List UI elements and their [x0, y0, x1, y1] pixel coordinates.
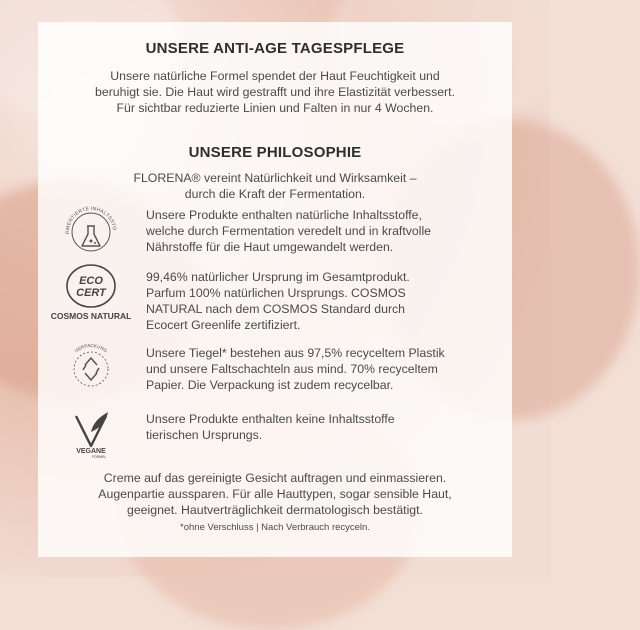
vegan-formula-icon	[52, 402, 130, 460]
intro-line: durch die Kraft der Fermentation.	[184, 187, 366, 201]
feature-line: und unsere Faltschachteln aus mind. 70% recyceltem	[146, 362, 438, 376]
feature-ecocert-text	[146, 269, 506, 333]
philosophy-intro	[38, 170, 512, 202]
feature-line: Nährstoffe für die Haut umgewandelt werden.	[146, 240, 394, 254]
usage-footnote: *ohne Verschluss | Nach Verbrauch recyceln.	[180, 522, 370, 533]
info-panel	[38, 22, 512, 557]
description-line: Unsere natürliche Formel spendet der Haut Feuchtigkeit und	[110, 69, 440, 83]
usage-line: geeignet. Hautverträglichkeit dermatologisch bestätigt.	[127, 503, 423, 517]
feature-line: Unsere Produkte enthalten natürliche Inhaltsstoffe,	[146, 208, 422, 222]
feature-line: Papier. Die Verpackung ist zudem recycelbar.	[146, 378, 394, 392]
feature-recycled-text	[146, 345, 506, 393]
feature-line: tierischen Ursprungs.	[146, 428, 263, 442]
feature-line: 99,46% natürlicher Ursprung im Gesamtprodukt.	[146, 270, 410, 284]
feature-line: NATURAL nach dem COSMOS Standard durch	[146, 302, 406, 316]
usage-line: Creme auf das gereinigte Gesicht auftragen und einmassieren.	[103, 471, 447, 485]
feature-line: welche durch Fermentation veredelt und in kraftvolle	[146, 224, 432, 238]
svg-text:VEGANE: VEGANE	[76, 448, 106, 455]
cosmos-label: COSMOS NATURAL	[50, 311, 132, 321]
feature-fermented-text	[146, 207, 506, 255]
svg-text:FERMENTIERTE INHALTSSTOFFE	[63, 204, 117, 234]
anti-age-description	[38, 68, 512, 116]
svg-text:FORMEL: FORMEL	[91, 455, 107, 459]
anti-age-title: UNSERE ANTI-AGE TAGESPFLEGE	[145, 40, 405, 57]
feature-vegan-text	[146, 411, 506, 443]
description-line: beruhigt sie. Die Haut wird gestrafft und ihre Elastizität verbessert.	[95, 85, 455, 99]
description-line: Für sichtbar reduzierte Linien und Falten in nur 4 Wochen.	[116, 101, 434, 115]
ecocert-cosmos-natural-icon	[52, 262, 130, 334]
fermented-icon-label: RMENTIERTE INHALTSSTO	[64, 205, 118, 234]
usage-instructions	[38, 470, 512, 536]
svg-text:VERPACKUNG: VERPACKUNG	[73, 342, 109, 354]
intro-line: FLORENA® vereint Natürlichkeit und Wirksamkeit –	[133, 171, 417, 185]
fermented-ingredients-icon	[52, 204, 130, 260]
usage-line: Augenpartie aussparen. Für alle Hauttypen, sogar sensible Haut,	[98, 487, 452, 501]
recycled-packaging-icon	[52, 342, 130, 396]
philosophy-title: UNSERE PHILOSOPHIE	[188, 144, 362, 161]
svg-text:ECO: ECO	[79, 275, 103, 287]
svg-text:CERT: CERT	[76, 287, 106, 299]
feature-line: Parfum 100% natürlichen Ursprungs. COSMOS	[146, 286, 406, 300]
feature-line: Unsere Tiegel* bestehen aus 97,5% recyceltem Plastik	[146, 346, 445, 360]
feature-line: Unsere Produkte enthalten keine Inhaltsstoffe	[146, 412, 395, 426]
feature-line: Ecocert Greenlife zertifiziert.	[146, 318, 301, 332]
